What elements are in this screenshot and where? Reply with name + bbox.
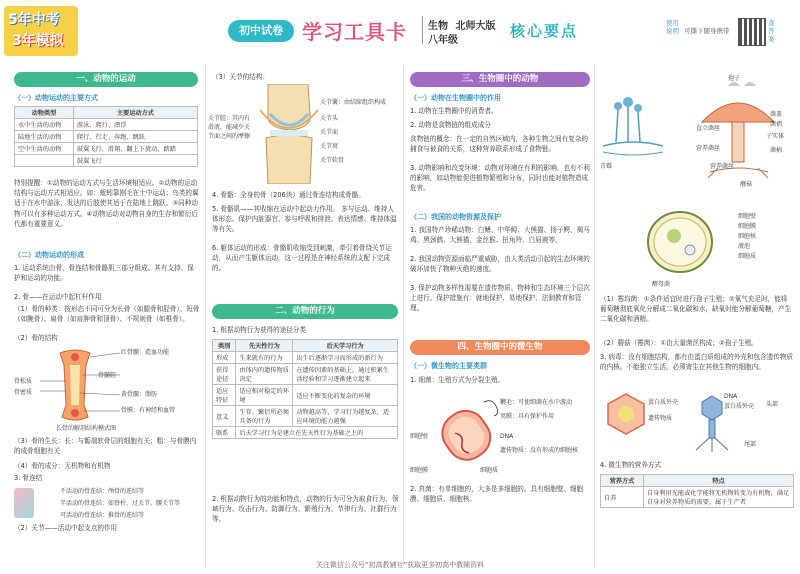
footer-note: 关注微信公众号“初高教辅社”获取更多初高中教辅资料 bbox=[315, 561, 485, 569]
table-cell: 适应特征 bbox=[213, 385, 236, 406]
fungi-label-nutrient-1: 营养菌丝 bbox=[696, 145, 721, 152]
bact-label-wall: 细胞壁 bbox=[410, 433, 429, 440]
table-cell: 适应相对稳定的环境 bbox=[236, 385, 293, 406]
bone-caption: 长骨的解剖结构模式图 bbox=[56, 425, 117, 432]
col3-point-6: 2. 我国动物资源面临严重威胁，由人类活动引起的生态环境的破坏加快了物种灭绝的速度。 bbox=[410, 255, 590, 274]
bone-label-compact: 骨密质 bbox=[14, 389, 33, 396]
knee-label-cartilage: 关节软骨 bbox=[320, 157, 345, 164]
col1-point-5: （3）骨的生长：长：与骺端软骨层的细胞有关；粗：与骨膜内的成骨细胞有关 bbox=[14, 437, 197, 456]
col3-subhead-1: （一）动物在生物圈中的作用 bbox=[410, 94, 501, 102]
bone-label-cavity: 骨髓腔 bbox=[98, 372, 117, 379]
table-cell: 由体内的遗传物质决定 bbox=[236, 364, 293, 385]
table-cell: 自身利用光能或化学能将无机物转变为有机物，满足自身对营养物质的需要，属于生产者 bbox=[644, 487, 794, 508]
col3-point-1: 1. 动物在生物圈中的消费者。 bbox=[410, 107, 498, 115]
col3-point-9: 2. 真菌：有单细胞的，大多是多细胞的。具有细胞壁、细胞膜、细胞质、细胞核。 bbox=[410, 485, 584, 504]
tag-text: 初中试卷 bbox=[239, 24, 283, 37]
col1-point-6: （4）骨的成分：无机物和有机物 bbox=[14, 462, 111, 470]
yeast-label-wall: 细胞壁 bbox=[738, 213, 757, 220]
bact-label-flagellum: 鞭毛：可使细菌在水中游动 bbox=[500, 399, 573, 406]
col1-point-2: 2. 骨——在运动中起杠杆作用 bbox=[14, 293, 102, 301]
yeast-label-membrane: 细胞膜 bbox=[738, 223, 757, 230]
fungi-diagram bbox=[598, 72, 794, 204]
nutrition-table-head-1: 营养方式 bbox=[601, 475, 644, 487]
col2-point-5: 2. 根据动物行为的功能和特点，动物的行为可分为取食行为、领域行为、攻击行为、防御行为、繁殖行为、节律行为、社群行为等。 bbox=[212, 495, 399, 524]
knee-label-socket: 关节窝 bbox=[320, 143, 339, 150]
section-bar-behavior-text: 二、动物的行为 bbox=[275, 306, 335, 316]
col1-point-3: （1）骨的种类：按形态不同可分为长骨（如腿骨和胫骨）、短骨（如腕骨）、扁骨（如肩胛骨和顶骨）、不规则骨（如椎骨）。 bbox=[14, 305, 200, 324]
fungi-label-gills: 菌褶 bbox=[770, 121, 783, 128]
col4-point-2: （2）蘑菇（霉菌）：①由大量菌丝构成；②孢子生殖。 bbox=[600, 339, 758, 347]
table-cell: 自养 bbox=[601, 487, 644, 508]
col3-point-2: 2. 动物是食物链的组成成分 bbox=[410, 121, 491, 129]
table-cell: 生来就有的行为 bbox=[236, 352, 293, 364]
col2-point-1: 4. 骨骼：全身的骨（206块）通过骨连结构成骨骼。 bbox=[212, 191, 365, 199]
motion-table-head-1: 动物类型 bbox=[15, 107, 74, 119]
col3-point-3: 食物链的概念：在一定的自然区域内，各种生物之间有复杂的捕食与被食的关系，这种营养联系形成了食物链。 bbox=[410, 135, 589, 154]
col2-point-4: 1. 根据动物行为获得的途径分类 bbox=[212, 326, 307, 334]
section-bar-microbes-text: 四、生物圈中的微生物 bbox=[457, 342, 543, 352]
col1-point-4: （2）骨的结构 bbox=[14, 334, 58, 342]
motion-table-head-2: 主要运动方式 bbox=[73, 107, 197, 119]
col4-point-4: 4. 微生物的营养方式 bbox=[600, 461, 662, 469]
virus-label-genetic: 遗传物质 bbox=[648, 415, 673, 422]
table-cell: 鼓翼飞行 bbox=[73, 155, 197, 167]
col3-subhead-2: （二）我国的动物资源及保护 bbox=[410, 213, 501, 221]
knee-label-surface: 关节面 bbox=[320, 129, 339, 136]
yeast-label-vacuole: 液泡 bbox=[738, 243, 751, 250]
bact-label-genetic: 遗传物质：没有形成的细胞核 bbox=[500, 447, 579, 454]
col3-point-8: 1. 细菌：生殖方式为分裂生殖。 bbox=[410, 376, 505, 384]
yeast-caption: 酵母菌 bbox=[652, 281, 671, 288]
virus-label-head: 头部 bbox=[766, 401, 779, 408]
rating-sticker bbox=[14, 488, 34, 518]
table-row bbox=[213, 352, 398, 364]
fungi-label-nutrient-2: 营养菌丝 bbox=[710, 163, 735, 170]
section-title: 核心要点 bbox=[510, 22, 579, 40]
fungi-label-stalk: 菌柄 bbox=[770, 147, 783, 154]
bact-label-membrane: 细胞膜 bbox=[410, 467, 429, 474]
joint-type-1: 不活动的骨连结：颅骨的连结等 bbox=[60, 488, 145, 495]
table-cell: 空中生活的动物 bbox=[15, 143, 74, 155]
motion-note: 特别提醒：①动物的运动方式与生活环境相适应。②动物的运动结构与运动方式相适应。如：蚯蚓靠刚毛在土中运动；鸟类的翼适于在水中游泳，发达的后肢使其适于在陆地上跳跃。③同种动物可以有多种运动方式。④动物运动对动物自身的生存和繁衍后代都有重要意义。 bbox=[14, 179, 199, 228]
table-cell: 形成 bbox=[213, 352, 236, 364]
bone-label-spongy: 骨松质 bbox=[14, 378, 33, 385]
section-bar-motion-text: 一、动物的运动 bbox=[76, 74, 136, 84]
grade: 八年级 bbox=[428, 35, 458, 46]
subject bbox=[428, 17, 495, 32]
section-bar-motion bbox=[14, 72, 198, 87]
brand-line1: 5年中考 bbox=[8, 12, 60, 28]
table-cell: 意义 bbox=[213, 406, 236, 427]
fungi-label-fruit: 子实体 bbox=[766, 133, 785, 140]
section-bar-animals-text: 三、生物圈中的动物 bbox=[461, 74, 539, 84]
table-cell: 鼓翼飞行、滑翔、翻上下旋动、踏踏 bbox=[73, 143, 197, 155]
tag-badge bbox=[228, 20, 294, 42]
behavior-table-head-3: 后天学习行为 bbox=[293, 340, 398, 352]
col1-subhead-2: （二）动物运动的形成 bbox=[14, 251, 84, 259]
col-divider-1 bbox=[205, 66, 206, 566]
col3-subhead-3: （一）微生物的主要类群 bbox=[410, 362, 487, 370]
bact-label-cytoplasm: 细胞质 bbox=[480, 467, 499, 474]
table-cell: 后天学习行为是建立在先天性行为基础之上的 bbox=[236, 427, 398, 439]
joint-type-3: 可活动的骨连结：推骨的连结等 bbox=[60, 512, 145, 519]
knee-joint-diagram bbox=[250, 84, 326, 184]
col-divider-2 bbox=[403, 66, 404, 566]
col2-point-2: 5. 骨骼肌——其收缩在运动中起动力作用。 多与运动、维持人体形态、保护内脏器官、参与呼吸和排泄、表达情感、维持体温等有关。 bbox=[212, 205, 397, 234]
yeast-label-nucleus: 细胞核 bbox=[738, 233, 757, 240]
section-bar-animals bbox=[410, 72, 590, 87]
behavior-table-head-2: 先天性行为 bbox=[236, 340, 293, 352]
qr-label: 查答案 bbox=[768, 19, 775, 43]
col2-point-0: （3）关节的结构： bbox=[212, 73, 269, 81]
table-cell: 适应不断变化的复杂的环境 bbox=[293, 385, 398, 406]
table-cell: 陆地生活的动物 bbox=[15, 131, 74, 143]
table-row bbox=[15, 155, 198, 167]
motion-table bbox=[14, 106, 198, 167]
section-bar-microbes bbox=[410, 340, 590, 355]
table-row bbox=[15, 131, 198, 143]
table-row bbox=[213, 427, 398, 439]
usage-text: 可撕下随身携带 bbox=[684, 27, 730, 35]
joint-type-2: 半活动的骨连结：如脊柱、过关节、腰关节等 bbox=[60, 500, 181, 507]
virus-label-coat: 蛋白质外壳 bbox=[648, 399, 679, 406]
col1-subhead-1: （一）动物运动的主要方式 bbox=[14, 94, 98, 102]
fungi-label-penicillium: 青霉 bbox=[600, 163, 613, 170]
fungi-label-upright: 直立菌丝 bbox=[696, 125, 721, 132]
behavior-table-head-1: 类别 bbox=[213, 340, 236, 352]
col3-point-7: 3. 保护动物多样性需要在遗传物质、物种和生态环境三个层次上进行。保护措施有：就地保护、易地保护、法制教育和管理。 bbox=[410, 284, 590, 313]
col3-point-4: 3. 动物影响和改变环境：动物对环境在有利的影响，也有不利的影响，如动物能促进植物繁殖和分布，同时也能对植物造成危害。 bbox=[410, 164, 590, 193]
yeast-label-cytoplasm: 细胞质 bbox=[738, 253, 757, 260]
fungi-label-mushroom: 蘑菇 bbox=[740, 181, 753, 188]
nutrition-table-head-2: 特点 bbox=[644, 475, 794, 487]
table-row bbox=[213, 364, 398, 385]
behavior-table bbox=[212, 339, 398, 439]
brand-line2: 3年模拟 bbox=[12, 33, 64, 49]
fungi-label-cap: 菌盖 bbox=[770, 111, 783, 118]
subject-name: 生物 bbox=[428, 21, 448, 32]
bone-label-periosteum: 骨膜：有神经和血管 bbox=[121, 407, 176, 414]
table-row bbox=[213, 406, 398, 427]
table-row bbox=[15, 143, 198, 155]
table-cell: 爬行、行走、奔跑、跳跃 bbox=[73, 131, 197, 143]
qr-code bbox=[738, 18, 766, 46]
col4-point-1: （1）霉均菌：①条件适宜时进行孢子生殖；②氧气充足时，能将葡萄糖彻底氧化分解成二氧化碳和水，缺氧时能分解葡萄糖，产生二氧化碳和酒精。 bbox=[600, 295, 792, 324]
knee-label-cavity: 关节腔：其内有滑液，能减少关节面之间的摩擦 bbox=[208, 115, 251, 140]
table-row bbox=[15, 119, 198, 131]
nutrition-table bbox=[600, 474, 794, 508]
section-bar-behavior bbox=[212, 304, 398, 319]
bact-label-capsule: 荚膜：具有保护作用 bbox=[500, 413, 555, 420]
brand-logo bbox=[4, 6, 78, 56]
table-cell: 联系 bbox=[213, 427, 236, 439]
table-cell bbox=[15, 155, 74, 167]
col-divider-3 bbox=[594, 66, 595, 566]
edition-name: 北师大版 bbox=[455, 21, 496, 32]
page-header bbox=[0, 0, 800, 62]
table-cell: 出生后逐渐学习而形成的新行为 bbox=[293, 352, 398, 364]
virus-label-coat-2: 蛋白质外壳 bbox=[724, 403, 755, 410]
col1-point-7: 3. 骨连结 bbox=[14, 474, 43, 482]
col1-point-8: （2）关节——活动中起支点的作用 bbox=[14, 524, 118, 532]
table-cell: 游泳、爬行、漂浮 bbox=[73, 119, 197, 131]
virus-label-tail: 尾部 bbox=[744, 441, 757, 448]
table-row bbox=[213, 385, 398, 406]
header-divider bbox=[422, 16, 423, 44]
yeast-diagram bbox=[640, 206, 720, 278]
fungi-label-spore: 孢子 bbox=[728, 75, 741, 82]
col3-point-5: 1. 我国特产珍稀动物：白鳍、中华鲟、大熊猫、扬子鳄、褐马鸡、黑颈鹤、大熊猫、金丝猴、扭角羚、白唇鹿等。 bbox=[410, 226, 590, 245]
table-cell: 水中生活的动物 bbox=[15, 119, 74, 131]
table-row bbox=[601, 487, 794, 508]
col1-point-1: 1. 运动系统由骨、骨连结和骨骼肌三部分组成。其有支持、保护和运动的功能。 bbox=[14, 264, 194, 283]
table-cell: 动物越高等，学习行为越复杂，适应环境的能力越强 bbox=[293, 406, 398, 427]
knee-label-capsule: 关节囊：由结缔组织构成 bbox=[320, 99, 387, 106]
table-cell: 获得途径 bbox=[213, 364, 236, 385]
virus-label-dna: DNA bbox=[724, 393, 738, 400]
table-cell: 生存、繁衍所必须具备的行为 bbox=[236, 406, 293, 427]
knee-label-head: 关节头 bbox=[320, 115, 339, 122]
table-cell: 在遗传因素的基础上，通过积累生活经验和学习逐渐建立起来 bbox=[293, 364, 398, 385]
card-title: 学习工具卡 bbox=[302, 20, 407, 44]
usage-label: 使用说明 bbox=[666, 19, 679, 35]
col2-point-3: 6. 躯体运动的形成：骨骼肌收缩受到刺激，牵引着骨绕关节运动，从而产生躯体运动，这一过程是在神经系统的支配下完成的。 bbox=[212, 244, 392, 273]
bact-label-dna: DNA bbox=[500, 433, 514, 440]
virus-diagram bbox=[604, 392, 790, 454]
bone-label-yellow-marrow: 黄骨髓：脂肪 bbox=[121, 391, 158, 398]
bone-label-red-marrow: 红骨髓：造血功能 bbox=[121, 349, 170, 356]
bacterium-diagram bbox=[424, 392, 504, 470]
col4-point-3: 3. 病毒：没有细胞结构，都有由蛋白质组成的外壳和包含遗传物质的内核。不能独立生活，必须寄生在其他生物的细胞内。 bbox=[600, 353, 794, 372]
